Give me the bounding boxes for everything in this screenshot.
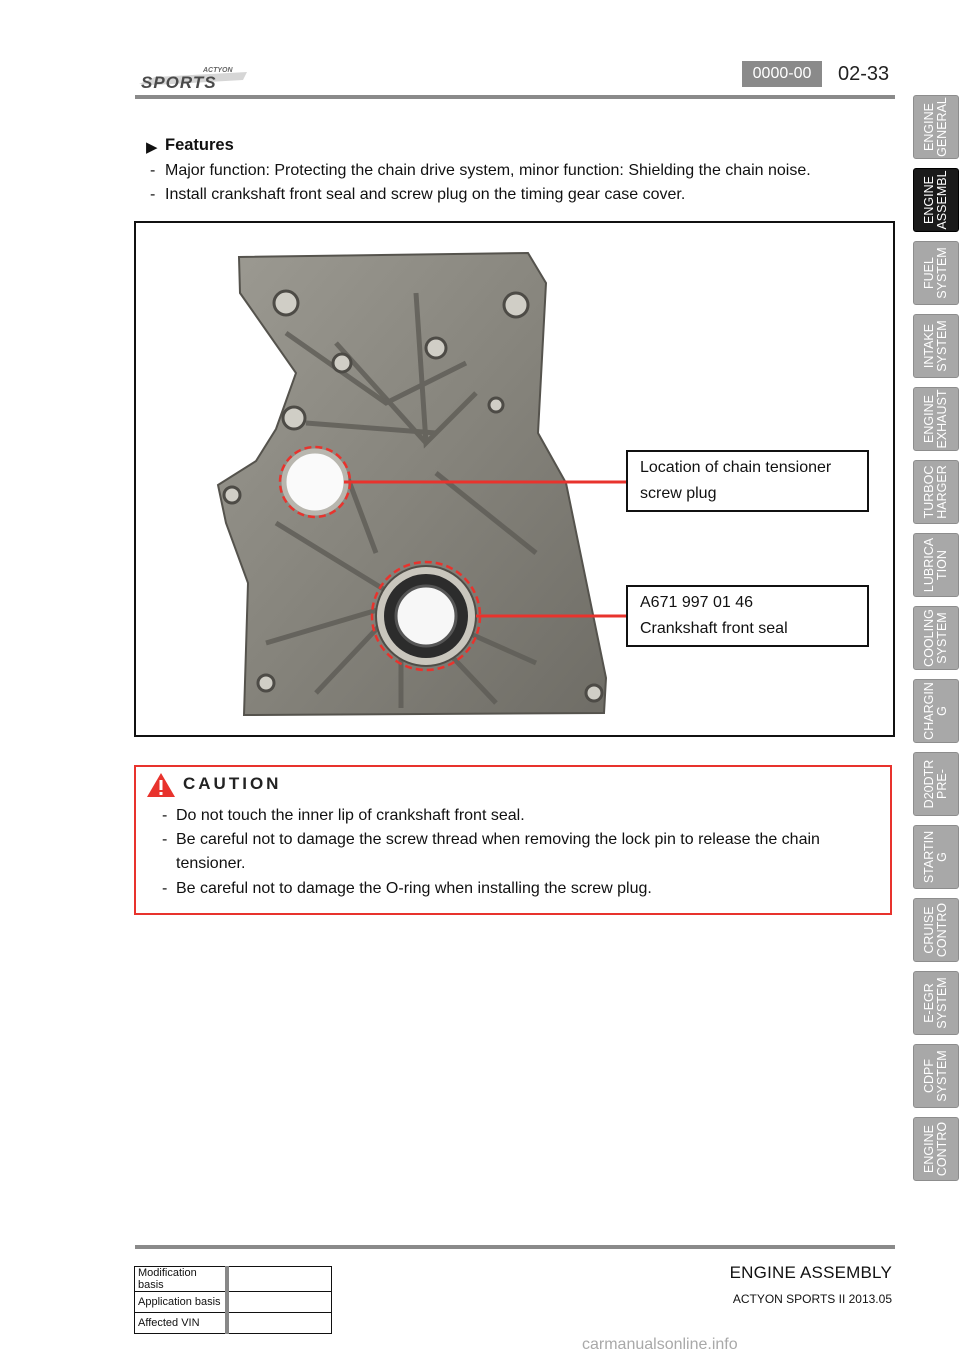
tab-fuel-system[interactable] [913, 241, 959, 305]
tab-e-egr-system[interactable] [913, 971, 959, 1035]
tab-intake-system[interactable] [913, 314, 959, 378]
modification-info-table [134, 1266, 332, 1334]
callout-tensioner-screw-plug [626, 450, 869, 512]
table-value [227, 1292, 332, 1313]
tab-label: ENGINE ASSEMBL [922, 170, 949, 230]
feature-item: Major function: Protecting the chain drive system, minor function: Shielding the chain noise. [165, 162, 811, 179]
tab-label: ENGINE GENERAL [922, 97, 949, 157]
tab-label: INTAKE SYSTEM [922, 320, 949, 372]
caution-item: Be careful not to damage the O-ring when installing the screw plug. [176, 880, 652, 897]
features-heading: Features [165, 136, 234, 154]
part-number: A671 997 01 46 [640, 594, 753, 611]
bullet-arrow-icon: ▶ [146, 139, 158, 156]
tab-label: E-EGR SYSTEM [922, 977, 949, 1029]
tab-lubrication[interactable] [913, 533, 959, 597]
list-dash: - [162, 807, 168, 824]
caution-item-continued: tensioner. [176, 855, 246, 872]
footer-divider [135, 1245, 895, 1249]
caution-heading: CAUTION [183, 774, 282, 793]
tab-label: CHARGIN G [922, 682, 949, 740]
section-code-badge: 0000-00 [742, 61, 822, 87]
tab-label: ENGINE EXHAUST [922, 389, 949, 449]
tab-turbocharger[interactable] [913, 460, 959, 524]
tab-cdpf-system[interactable] [913, 1044, 959, 1108]
callout-crankshaft-front-seal [626, 585, 869, 647]
footer-model-date: ACTYON SPORTS II 2013.05 [732, 1292, 892, 1306]
tab-d20dtr-pre[interactable] [913, 752, 959, 816]
tab-cooling-system[interactable] [913, 606, 959, 670]
svg-text:ACTYON: ACTYON [203, 67, 233, 74]
table-label: Modification basis [135, 1267, 228, 1292]
tab-engine-assembly[interactable] [913, 168, 959, 232]
tab-label: TURBOC HARGER [922, 465, 949, 519]
timing-case-cover-figure [134, 221, 895, 737]
warning-triangle-icon [146, 772, 176, 798]
tab-engine-exhaust[interactable] [913, 387, 959, 451]
tab-label: FUEL SYSTEM [922, 247, 949, 299]
tab-label: LUBRICA TION [922, 537, 949, 593]
tab-engine-general[interactable] [913, 95, 959, 159]
caution-item: Be careful not to damage the screw thread when removing the lock pin to release the chain [176, 831, 820, 848]
watermark: carmanualsonline.info [582, 1336, 738, 1353]
list-dash: - [150, 186, 156, 203]
footer-section-title: ENGINE ASSEMBLY [729, 1263, 892, 1282]
caution-item: Do not touch the inner lip of crankshaft front seal. [176, 807, 525, 824]
table-label: Application basis [135, 1292, 228, 1313]
list-dash: - [150, 162, 156, 179]
header-divider [135, 95, 895, 99]
tab-label: ENGINE CONTRO [922, 1121, 949, 1177]
tab-label: CRUISE CONTRO [922, 902, 949, 958]
table-value [227, 1267, 332, 1292]
list-dash: - [162, 831, 168, 848]
tab-cruise-control[interactable] [913, 898, 959, 962]
feature-item: Install crankshaft front seal and screw plug on the timing gear case cover. [165, 186, 686, 203]
tab-label: D20DTR PRE- [922, 759, 949, 809]
tab-label: CDPF SYSTEM [922, 1050, 949, 1102]
table-value [227, 1313, 332, 1334]
tab-engine-control[interactable] [913, 1117, 959, 1181]
tab-starting[interactable] [913, 825, 959, 889]
tab-label: COOLING SYSTEM [922, 609, 949, 667]
tab-label: STARTIN G [922, 830, 949, 884]
callout-text: Location of chain tensioner screw plug [640, 459, 832, 502]
table-row [135, 1292, 332, 1313]
part-name: Crankshaft front seal [640, 620, 788, 637]
table-row [135, 1267, 332, 1292]
svg-text:SPORTS: SPORTS [141, 73, 217, 92]
table-label: Affected VIN [135, 1313, 228, 1334]
tab-charging[interactable] [913, 679, 959, 743]
actyon-sports-logo [135, 60, 250, 94]
page-number: 02-33 [838, 63, 890, 85]
list-dash: - [162, 880, 168, 897]
table-row [135, 1313, 332, 1334]
